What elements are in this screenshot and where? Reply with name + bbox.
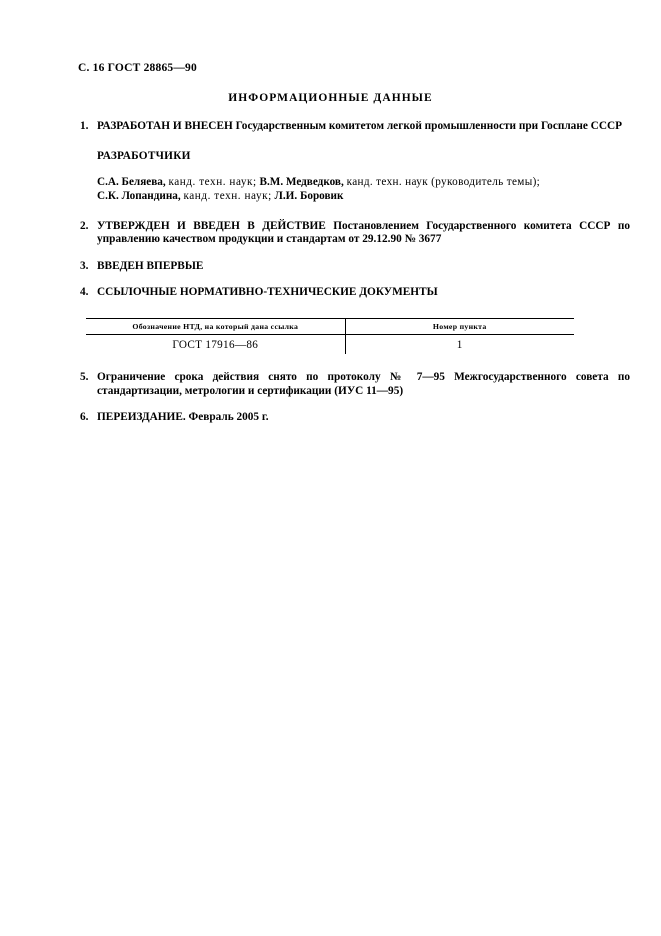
developer-name: С.К. Лопандина, bbox=[97, 190, 181, 203]
page-title: ИНФОРМАЦИОННЫЕ ДАННЫЕ bbox=[228, 92, 433, 104]
ref-table bbox=[86, 318, 574, 354]
column-header-clause-number: Номер пункта bbox=[345, 319, 574, 335]
clause-text: ССЫЛОЧНЫЕ НОРМАТИВНО-ТЕХНИЧЕСКИЕ ДОКУМЕНТЫ bbox=[97, 286, 438, 299]
developer-line-2 bbox=[97, 189, 630, 204]
reference-documents-table bbox=[86, 318, 574, 354]
clause-item-6 bbox=[80, 411, 630, 425]
clause-list-lower bbox=[80, 371, 630, 425]
spacer bbox=[80, 204, 630, 220]
clause-item-5 bbox=[80, 371, 630, 398]
clause-item-2 bbox=[80, 220, 630, 247]
spacer bbox=[80, 134, 630, 150]
developer-degree: канд. техн. наук; bbox=[183, 190, 272, 203]
cell-clause-number: 1 bbox=[456, 339, 463, 351]
developer-name: С.А. Беляева, bbox=[97, 175, 166, 188]
cell-designation: ГОСТ 17916—86 bbox=[86, 335, 345, 355]
table-body bbox=[86, 335, 574, 355]
table-row bbox=[86, 335, 574, 355]
clause-text: Ограничение срока действия снято по протоколу № 7—95 Межгосударственного совета по стандартизации, метрологии и сертификации (ИУС 11—95) bbox=[97, 371, 630, 397]
clause-text: ВВЕДЕН ВПЕРВЫЕ bbox=[97, 259, 204, 272]
column-header-designation: Обозначение НТД, на который дана ссылка bbox=[86, 319, 345, 335]
clause-text: УТВЕРЖДЕН И ВВЕДЕН В ДЕЙСТВИЕ Постановлением Государственного комитета СССР по управлению качеством продукции и стандартам от 29.12.90 № 3677 bbox=[97, 219, 630, 246]
clause-text: ПЕРЕИЗДАНИЕ. Февраль 2005 г. bbox=[97, 411, 269, 424]
table-header bbox=[86, 319, 574, 335]
developer-degree: канд. техн. наук; bbox=[168, 175, 257, 188]
clause-number: 2. bbox=[80, 219, 89, 232]
developer-name: Л.И. Боровик bbox=[274, 190, 344, 203]
clause-number: 4. bbox=[80, 286, 89, 299]
clause-item-4 bbox=[80, 286, 630, 300]
clause-list-upper bbox=[80, 120, 630, 300]
clause-number: 1. bbox=[80, 120, 89, 132]
spacer bbox=[80, 398, 630, 411]
clause-number: 5. bbox=[80, 371, 89, 383]
table-header-row bbox=[86, 319, 574, 335]
clause-item-3 bbox=[80, 260, 630, 274]
developer-line-1 bbox=[97, 175, 630, 190]
spacer bbox=[80, 247, 630, 260]
page-running-head: С. 16 ГОСТ 28865—90 bbox=[78, 62, 197, 74]
clause-text: РАЗРАБОТАН И ВНЕСЕН Государственным комитетом легкой промышленности при Госплане СССР bbox=[97, 120, 623, 132]
developer-degree: канд. техн. наук (руководитель темы); bbox=[346, 175, 541, 188]
spacer bbox=[80, 273, 630, 286]
developer-name: В.М. Медведков, bbox=[259, 175, 344, 188]
spacer bbox=[80, 162, 630, 175]
clause-item-1 bbox=[80, 120, 630, 134]
clause-number: 3. bbox=[80, 259, 89, 272]
clause-number: 6. bbox=[80, 411, 89, 424]
developers-list bbox=[97, 175, 630, 204]
developers-heading: РАЗРАБОТЧИКИ bbox=[97, 149, 191, 162]
